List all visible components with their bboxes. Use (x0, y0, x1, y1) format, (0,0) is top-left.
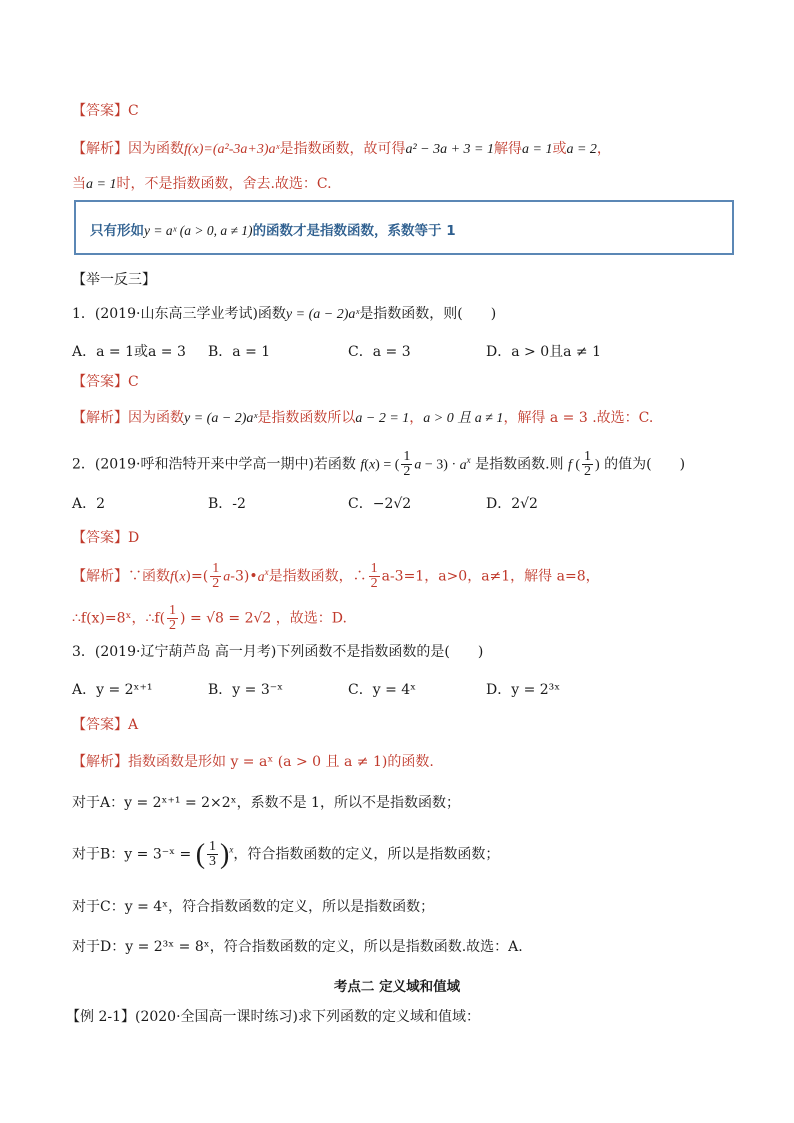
q3-explain-c: 对于C：y = 4ˣ，符合指数函数的定义，所以是指数函数； (72, 899, 435, 915)
q1-analysis-eq: a − 2 = 1 (355, 411, 410, 426)
q1-answer: C (128, 374, 139, 390)
q1-option-c: C．a = 3 (348, 344, 411, 360)
analysis-text: 是指数函数，故可得 (279, 141, 406, 157)
q3-answer-line (72, 715, 754, 735)
q3-option-c: C．y = 4ˣ (348, 682, 417, 698)
q1-formula: y = (a − 2)aˣ (285, 307, 360, 322)
q1-stem-post: 是指数函数，则( ) (359, 306, 497, 322)
analysis-line-2 (72, 174, 754, 195)
question-3-stem: 3．(2019·辽宁葫芦岛 高一月考)下列函数不是指数函数的是( ) (72, 644, 484, 660)
q1-option-d: D．a > 0且a ≠ 1 (486, 344, 601, 360)
q2-analysis-text: ) = √8 = 2√2 ，故选：D. (180, 610, 347, 627)
analysis-label: 【解析】 (72, 141, 128, 157)
fraction-denominator: 3 (209, 854, 217, 869)
analysis-text: 当 (72, 176, 86, 192)
answer-label: 【答案】 (72, 530, 128, 546)
note-formula: y = aˣ (a > 0, a ≠ 1) (144, 223, 253, 238)
q1-analysis-formula: y = (a − 2)aˣ (184, 411, 258, 426)
q3-option-a: A．y = 2ˣ⁺¹ (72, 682, 153, 698)
q2-stem-mid: 是指数函数.则 (475, 456, 564, 473)
q3-explain-b-pre: 对于B：y = 3⁻ˣ = (72, 846, 192, 863)
answer-label: 【答案】 (72, 103, 128, 119)
q3-option-d: D．y = 2³ˣ (486, 682, 561, 698)
q2-analysis-line-2: ∴f(x)=8ˣ，∴f( $\frac{1}{2}$ ) = √8 = 2√2 ，故选：D. (72, 603, 347, 633)
q3-explain-d: 对于D：y = 2³ˣ = 8ˣ，符合指数函数的定义，所以是指数函数.故选：A. (72, 939, 523, 955)
q3-explain-a: 对于A：y = 2ˣ⁺¹ = 2×2ˣ，系数不是 1，所以不是指数函数； (72, 795, 460, 811)
note-pre: 只有形如 (90, 223, 144, 239)
note-post: 的函数才是指数函数，系数等于 1 (252, 223, 456, 239)
analysis-label: 【解析】 (72, 410, 128, 426)
q1-analysis-line: 【解析】因为函数y = (a − 2)aˣ是指数函数所以a − 2 = 1，a > 0 且 a ≠ 1，解得 a = 3 .故选：C. (72, 410, 654, 426)
q2-analysis-text: ∵函数 (128, 568, 170, 585)
q1-analysis-text: 是指数函数所以 (257, 410, 356, 426)
q2-analysis-text: ∴f(x)=8ˣ，∴f( (72, 610, 166, 627)
answer-label: 【答案】 (72, 374, 128, 390)
q2-option-c: C．−2√2 (348, 496, 412, 512)
solution-2: a = 2 (566, 142, 597, 157)
analysis-text: 解得 (494, 141, 523, 157)
fraction-numerator: 1 (209, 839, 217, 854)
analysis-text: 时，不是指数函数，舍去.故选：C. (116, 176, 332, 192)
q2-option-a: A．2 (72, 496, 106, 512)
q1-analysis-eq: a > 0 且 a ≠ 1 (423, 411, 504, 426)
analysis-label: 【解析】 (72, 754, 128, 770)
q3-answer: A (128, 717, 139, 733)
q2-stem-pre: 2．(2019·呼和浩特开来中学高一期中)若函数 (72, 456, 356, 473)
q2-option-b: B．-2 (208, 496, 246, 512)
note-text (90, 219, 456, 239)
q2-answer: D (128, 530, 140, 546)
note-box (74, 200, 734, 255)
q2-analysis-line-1: 【解析】∵函数f(x)=( $\frac{1}{2}$ $a-3)•a^x$是指数函数，∴ $\frac{1}{2}$ a-3=1，a>0，a≠1，解得 a=8， (72, 561, 600, 591)
analysis-text: 因为函数 (128, 141, 184, 157)
q3-analysis-text: 指数函数是形如 y = aˣ (a > 0 且 a ≠ 1)的函数. (128, 754, 434, 770)
question-1-stem (72, 304, 754, 325)
analysis-equation: a² − 3a + 3 = 1 (405, 142, 495, 157)
q3-explain-b: 对于B：y = 3⁻ˣ = ( $\frac{1}{3}$ )$^x$，符合指数函数的定义，所以是指数函数； (72, 838, 500, 870)
section-title: 【举一反三】 (72, 272, 156, 288)
analysis-formula: f(x)=(a²-3a+3)aˣ (184, 142, 280, 157)
q2-answer-line (72, 528, 754, 548)
q2-analysis-text: a-3=1，a>0，a≠1，解得 a=8， (381, 568, 600, 585)
q3-option-b: B．y = 3⁻ˣ (208, 682, 284, 698)
q1-analysis-text: 因为函数 (128, 410, 184, 426)
example-line: 【例 2-1】(2020·全国高一课时练习)求下列函数的定义域和值域： (66, 1009, 480, 1025)
q1-stem-pre: 1．(2019·山东高三学业考试)函数 (72, 306, 286, 322)
q1-option-b: B．a = 1 (208, 344, 271, 360)
q2-analysis-text: 是指数函数，∴ (268, 568, 367, 585)
analysis-equation: a = 1 (86, 177, 117, 192)
q1-answer-line (72, 372, 754, 392)
analysis-label: 【解析】 (72, 568, 128, 585)
q3-explain-b-post: ，符合指数函数的定义，所以是指数函数； (233, 846, 500, 863)
answer-line (72, 101, 754, 121)
q2-option-d: D．2√2 (486, 496, 538, 512)
q1-analysis-text: 解得 a = 3 .故选：C. (517, 410, 654, 426)
q2-stem-post: 的值为( ) (604, 456, 686, 473)
question-2-stem: 2．(2019·呼和浩特开来中学高一期中)若函数 f(x) = ( $\frac{1}{2}$ $a - 3) \cdot a^x$ 是指数函数.则 f ( $\frac{1}{2}$ ) 的值为( ) (72, 449, 686, 479)
analysis-text: 或 (552, 141, 567, 157)
answer-label: 【答案】 (72, 717, 128, 733)
q1-option-a: A．a = 1或a = 3 (72, 344, 186, 360)
analysis-line-1: 【解析】因为函数f(x)=(a²-3a+3)aˣ是指数函数，故可得a² − 3a + 3 = 1解得a = 1或a = 2， (72, 141, 611, 157)
q3-analysis-line (72, 752, 754, 772)
section-heading: 考点二 定义域和值域 (333, 979, 461, 995)
answer-value: C (128, 103, 139, 119)
solution-1: a = 1 (522, 142, 553, 157)
